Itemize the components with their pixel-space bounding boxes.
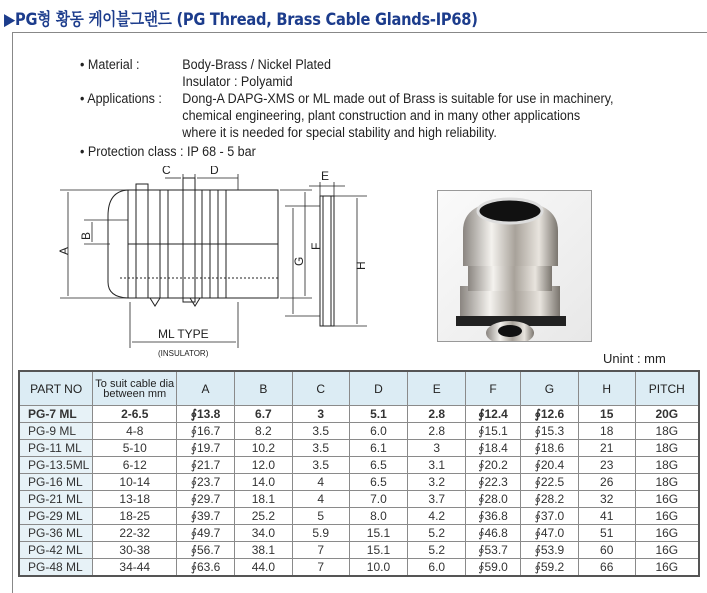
table-cell: 6.5 xyxy=(349,457,408,474)
table-cell: 12.0 xyxy=(234,457,292,474)
dim-label-a: A xyxy=(57,246,71,255)
table-cell: 25.2 xyxy=(234,508,292,525)
gland-side-view xyxy=(108,178,278,306)
part-number-cell: PG-11 ML xyxy=(19,440,93,457)
table-row xyxy=(19,508,699,525)
table-cell: ∮23.7 xyxy=(177,474,235,491)
table-cell: 16G xyxy=(635,559,699,577)
table-row xyxy=(19,491,699,508)
table-row xyxy=(19,542,699,559)
table-row xyxy=(19,406,699,423)
table-cell: ∮20.2 xyxy=(466,457,521,474)
part-number-cell: PG-36 ML xyxy=(19,525,93,542)
table-cell: 3.1 xyxy=(408,457,466,474)
table-cell: 3.5 xyxy=(292,440,349,457)
table-cell: 16G xyxy=(635,491,699,508)
table-cell: 4.2 xyxy=(408,508,466,525)
table-cell: 26 xyxy=(578,474,635,491)
table-row xyxy=(19,457,699,474)
dim-label-f: F xyxy=(309,242,323,250)
applications-label: • Applications : xyxy=(80,91,162,106)
table-cell: 3.2 xyxy=(408,474,466,491)
page-title: ▶PG형 황동 케이블그랜드 (PG Thread, Brass Cable Glands-IP68) xyxy=(4,10,478,30)
table-cell: 7 xyxy=(292,542,349,559)
table-cell: 34.0 xyxy=(234,525,292,542)
table-cell: ∮12.6 xyxy=(520,406,578,423)
table-cell: 7 xyxy=(292,559,349,577)
table-cell: 16G xyxy=(635,525,699,542)
table-cell: 23 xyxy=(578,457,635,474)
part-number-cell: PG-16 ML xyxy=(19,474,93,491)
table-row xyxy=(19,525,699,542)
table-row xyxy=(19,559,699,577)
table-cell: 6.5 xyxy=(349,474,408,491)
table-cell: ∮53.7 xyxy=(466,542,521,559)
part-number-cell: PG-48 ML xyxy=(19,559,93,577)
table-cell: ∮18.4 xyxy=(466,440,521,457)
col-header: B xyxy=(234,371,292,406)
insulator-label: (INSULATOR) xyxy=(158,349,209,358)
table-cell: 5.2 xyxy=(408,542,466,559)
nut-drawing xyxy=(285,166,375,336)
table-cell: ∮13.8 xyxy=(177,406,235,423)
table-cell: ∮59.2 xyxy=(520,559,578,577)
table-cell: 5.2 xyxy=(408,525,466,542)
table-cell: 18G xyxy=(635,440,699,457)
table-cell: 6.7 xyxy=(234,406,292,423)
table-cell: ∮37.0 xyxy=(520,508,578,525)
table-cell: 66 xyxy=(578,559,635,577)
table-cell: ∮22.5 xyxy=(520,474,578,491)
table-cell: ∮15.1 xyxy=(466,423,521,440)
table-cell: 15.1 xyxy=(349,525,408,542)
table-cell: 15.1 xyxy=(349,542,408,559)
col-header: PART NO xyxy=(19,371,93,406)
col-header: To suit cable dia between mm xyxy=(93,371,177,406)
table-cell: 14.0 xyxy=(234,474,292,491)
table-cell: 6.0 xyxy=(349,423,408,440)
table-cell: 13-18 xyxy=(93,491,177,508)
table-cell: 10.2 xyxy=(234,440,292,457)
part-number-cell: PG-42 ML xyxy=(19,542,93,559)
col-header: H xyxy=(578,371,635,406)
table-cell: ∮47.0 xyxy=(520,525,578,542)
dim-label-h: H xyxy=(354,261,368,270)
col-header: F xyxy=(466,371,521,406)
dim-label-c: C xyxy=(162,166,171,177)
table-cell: ∮56.7 xyxy=(177,542,235,559)
table-cell: 4-8 xyxy=(93,423,177,440)
table-cell: 3 xyxy=(408,440,466,457)
table-cell: 18G xyxy=(635,474,699,491)
table-row xyxy=(19,423,699,440)
product-photo xyxy=(437,190,592,342)
specifications xyxy=(80,56,614,160)
table-cell: 38.1 xyxy=(234,542,292,559)
dim-label-g: G xyxy=(292,256,306,266)
table-cell: ∮21.7 xyxy=(177,457,235,474)
material-value-2: Insulator : Polyamid xyxy=(182,74,293,89)
table-cell: ∮20.4 xyxy=(520,457,578,474)
table-cell: ∮46.8 xyxy=(466,525,521,542)
table-cell: 44.0 xyxy=(234,559,292,577)
dim-label-b: B xyxy=(79,231,93,240)
table-cell: 18.1 xyxy=(234,491,292,508)
col-header: D xyxy=(349,371,408,406)
table-cell: 3.5 xyxy=(292,423,349,440)
table-cell: 8.0 xyxy=(349,508,408,525)
protection-class: • Protection class : IP 68 - 5 bar xyxy=(80,144,256,159)
specification-table xyxy=(18,370,700,577)
table-cell: 51 xyxy=(578,525,635,542)
part-number-cell: PG-29 ML xyxy=(19,508,93,525)
table-cell: 2.8 xyxy=(408,406,466,423)
dim-label-e: E xyxy=(321,169,330,183)
table-cell: 18 xyxy=(578,423,635,440)
table-cell: 18-25 xyxy=(93,508,177,525)
part-number-cell: PG-9 ML xyxy=(19,423,93,440)
applications-value: Dong-A DAPG-XMS or ML made out of Brass is suitable for use in machinery, xyxy=(182,91,614,106)
table-cell: 4 xyxy=(292,491,349,508)
table-cell: 6.0 xyxy=(408,559,466,577)
table-row xyxy=(19,474,699,491)
table-cell: 3 xyxy=(292,406,349,423)
table-cell: 8.2 xyxy=(234,423,292,440)
table-cell: ∮39.7 xyxy=(177,508,235,525)
table-cell: 41 xyxy=(578,508,635,525)
ml-type-label: ML TYPE xyxy=(158,327,209,341)
table-cell: ∮59.0 xyxy=(466,559,521,577)
table-cell: 7.0 xyxy=(349,491,408,508)
table-cell: ∮63.6 xyxy=(177,559,235,577)
part-number-cell: PG-13.5ML xyxy=(19,457,93,474)
table-cell: ∮36.8 xyxy=(466,508,521,525)
col-header: A xyxy=(177,371,235,406)
unit-label: Unint : mm xyxy=(603,351,666,366)
table-cell: ∮28.0 xyxy=(466,491,521,508)
table-cell: 5.1 xyxy=(349,406,408,423)
table-cell: 10-14 xyxy=(93,474,177,491)
table-cell: ∮29.7 xyxy=(177,491,235,508)
table-cell: 21 xyxy=(578,440,635,457)
table-cell: ∮15.3 xyxy=(520,423,578,440)
table-cell: 5 xyxy=(292,508,349,525)
table-cell: 6-12 xyxy=(93,457,177,474)
col-header: E xyxy=(408,371,466,406)
table-cell: 18G xyxy=(635,423,699,440)
table-row xyxy=(19,440,699,457)
table-cell: ∮22.3 xyxy=(466,474,521,491)
table-cell: 15 xyxy=(578,406,635,423)
col-header: PITCH xyxy=(635,371,699,406)
table-cell: ∮16.7 xyxy=(177,423,235,440)
dim-label-d: D xyxy=(210,166,219,177)
table-cell: 16G xyxy=(635,508,699,525)
table-cell: 5.9 xyxy=(292,525,349,542)
table-cell: 32 xyxy=(578,491,635,508)
table-cell: ∮12.4 xyxy=(466,406,521,423)
table-cell: 3.7 xyxy=(408,491,466,508)
table-cell: 10.0 xyxy=(349,559,408,577)
applications-value-3: where it is needed for special stability and high reliability. xyxy=(182,125,497,140)
col-header: C xyxy=(292,371,349,406)
table-cell: 2.8 xyxy=(408,423,466,440)
table-cell: ∮19.7 xyxy=(177,440,235,457)
material-label: • Material : xyxy=(80,57,140,72)
part-number-cell: PG-7 ML xyxy=(19,406,93,423)
table-cell: 18G xyxy=(635,457,699,474)
table-cell: 3.5 xyxy=(292,457,349,474)
table-cell: 30-38 xyxy=(93,542,177,559)
applications-value-2: chemical engineering, plant construction and in many other applications xyxy=(182,108,581,123)
table-cell: ∮49.7 xyxy=(177,525,235,542)
table-cell: 22-32 xyxy=(93,525,177,542)
table-cell: ∮18.6 xyxy=(520,440,578,457)
part-number-cell: PG-21 ML xyxy=(19,491,93,508)
table-cell: ∮28.2 xyxy=(520,491,578,508)
table-cell: ∮53.9 xyxy=(520,542,578,559)
table-cell: 60 xyxy=(578,542,635,559)
col-header: G xyxy=(520,371,578,406)
table-cell: 5-10 xyxy=(93,440,177,457)
table-cell: 20G xyxy=(635,406,699,423)
table-cell: 34-44 xyxy=(93,559,177,577)
table-cell: 2-6.5 xyxy=(93,406,177,423)
table-cell: 4 xyxy=(292,474,349,491)
material-value: Body-Brass / Nickel Plated xyxy=(182,57,331,72)
table-cell: 16G xyxy=(635,542,699,559)
table-cell: 6.1 xyxy=(349,440,408,457)
table-header-row xyxy=(19,371,699,406)
